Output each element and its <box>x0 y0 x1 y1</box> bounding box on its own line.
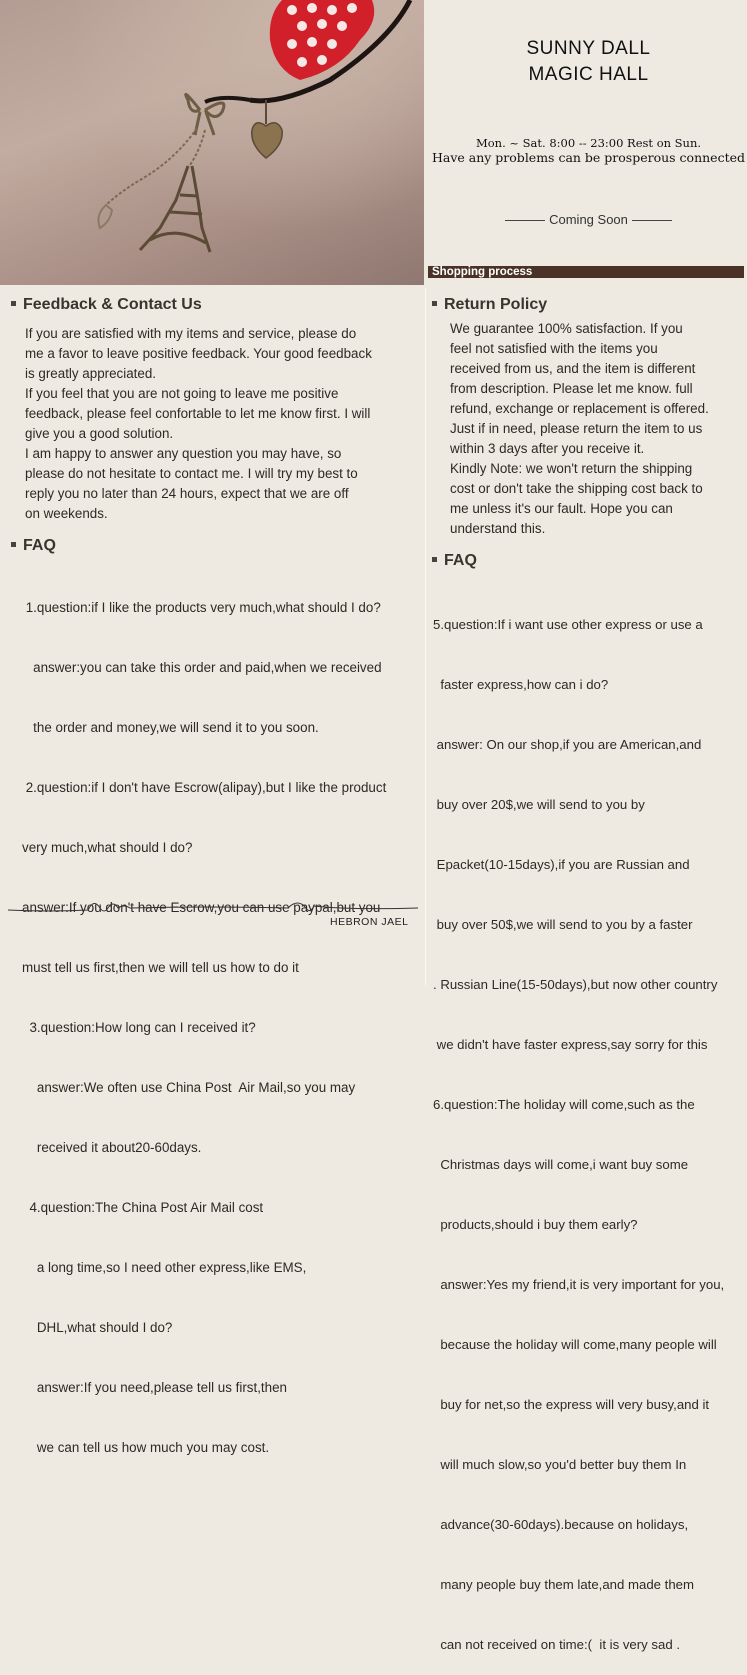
faq-line: answer:Yes my friend,it is very important for you, <box>433 1277 725 1292</box>
faq-text-right <box>433 575 724 1675</box>
faq-line: 6.question:The holiday will come,such as the <box>433 1097 695 1112</box>
divider-line <box>505 220 545 221</box>
divider-line <box>632 220 672 221</box>
faq-line: answer:If you need,please tell us first,then <box>22 1380 287 1395</box>
return-line: within 3 days after you receive it. <box>450 441 645 456</box>
feedback-line: give you a good solution. <box>25 426 174 441</box>
shopping-process-label: Shopping process <box>432 266 533 278</box>
feedback-line: reply you no later than 24 hours, expect that we are off <box>25 486 349 501</box>
faq-line: answer:If you don't have Escrow,you can use paypal,but you <box>22 900 381 915</box>
return-line: Kindly Note: we won't return the shipping <box>450 461 693 476</box>
bullet-icon <box>432 301 437 306</box>
faq-line: buy over 20$,we will send to you by <box>433 797 645 812</box>
return-line: refund, exchange or replacement is offered. <box>450 401 709 416</box>
faq-line: 3.question:How long can I received it? <box>22 1020 256 1035</box>
faq-line: 1.question:if I like the products very much,what should I do? <box>22 600 381 615</box>
brand-line-2: MAGIC HALL <box>528 64 649 85</box>
brand-line-1: SUNNY DALL <box>526 38 651 59</box>
faq-text-left <box>22 558 386 1478</box>
bullet-icon <box>11 542 16 547</box>
faq-line: many people buy them late,and made them <box>433 1577 694 1592</box>
faq-line: DHL,what should I do? <box>22 1320 173 1335</box>
return-line: understand this. <box>450 521 546 536</box>
faq-line: 5.question:If i want use other express or use a <box>433 617 703 632</box>
faq-heading-left <box>11 537 56 555</box>
faq-line: advance(30-60days).because on holidays, <box>433 1517 689 1532</box>
feedback-line: on weekends. <box>25 506 108 521</box>
feedback-line: me a favor to leave positive feedback. Your good feedback <box>25 346 372 361</box>
bullet-icon <box>11 301 16 306</box>
coming-soon-label: Coming Soon <box>549 212 628 227</box>
coming-soon <box>430 212 747 227</box>
contact-note: Have any problems can be prosperous connected <box>431 150 746 165</box>
faq-line: . Russian Line(15-50days),but now other country <box>433 977 718 992</box>
feedback-line: is greatly appreciated. <box>25 366 157 381</box>
faq-line: a long time,so I need other express,like EMS, <box>22 1260 307 1275</box>
feedback-line: please do not hesitate to contact me. I will try my best to <box>25 466 358 481</box>
bullet-icon <box>432 557 437 562</box>
column-divider <box>425 288 426 985</box>
faq-line: 4.question:The China Post Air Mail cost <box>22 1200 264 1215</box>
faq-line: answer:you can take this order and paid,when we received <box>22 660 382 675</box>
return-line: cost or don't take the shipping cost back to <box>450 481 703 496</box>
eiffel-tower-necklace-photo <box>0 0 424 285</box>
faq-line: answer: On our shop,if you are American,and <box>433 737 702 752</box>
faq-line: we didn't have faster express,say sorry for this <box>433 1037 708 1052</box>
feedback-line: I am happy to answer any question you may have, so <box>25 446 342 461</box>
feedback-line: feedback, please feel confortable to let me know first. I will <box>25 406 371 421</box>
return-policy-text <box>450 319 709 539</box>
faq-line: the order and money,we will send it to you soon. <box>22 720 319 735</box>
faq-line: buy for net,so the express will very busy,and it <box>433 1397 710 1412</box>
faq-line: Epacket(10-15days),if you are Russian and <box>433 857 690 872</box>
faq-heading-right <box>432 552 477 570</box>
return-line: We guarantee 100% satisfaction. If you <box>450 321 683 336</box>
store-brand <box>430 36 747 88</box>
feedback-line: If you feel that you are not going to leave me positive <box>25 386 339 401</box>
faq-title: FAQ <box>23 537 56 554</box>
return-line: me unless it's our fault. Hope you can <box>450 501 673 516</box>
faq-line: products,should i buy them early? <box>433 1217 638 1232</box>
return-line: from description. Please let me know. full <box>450 381 693 396</box>
feedback-text <box>25 324 372 524</box>
faq-line: 2.question:if I don't have Escrow(alipay),but I like the product <box>22 780 387 795</box>
return-line: feel not satisfied with the items you <box>450 341 658 356</box>
signature-name: HEBRON JAEL <box>330 916 409 928</box>
faq-line: will much slow,so you'd better buy them In <box>433 1457 687 1472</box>
faq-line: answer:We often use China Post Air Mail,so you may <box>22 1080 356 1095</box>
shopping-process-bar <box>428 266 744 278</box>
faq-line: must tell us first,then we will tell us how to do it <box>22 960 299 975</box>
faq-title: FAQ <box>444 552 477 569</box>
return-policy-title: Return Policy <box>444 296 548 313</box>
faq-line: Christmas days will come,i want buy some <box>433 1157 689 1172</box>
faq-line: received it about20-60days. <box>22 1140 202 1155</box>
faq-line: can not received on time:( it is very sad . <box>433 1637 681 1652</box>
feedback-title: Feedback & Contact Us <box>23 296 202 313</box>
return-line: Just if in need, please return the item to us <box>450 421 703 436</box>
product-photo <box>0 0 424 285</box>
feedback-line: If you are satisfied with my items and service, please do <box>25 326 357 341</box>
faq-line: faster express,how can i do? <box>433 677 609 692</box>
return-line: received from us, and the item is different <box>450 361 696 376</box>
return-policy-heading <box>432 296 547 314</box>
faq-line: because the holiday will come,many people will <box>433 1337 717 1352</box>
faq-line: very much,what should I do? <box>22 840 193 855</box>
store-hours: Mon. ~ Sat. 8:00 -- 23:00 Rest on Sun. <box>475 136 702 150</box>
faq-line: we can tell us how much you may cost. <box>22 1440 270 1455</box>
feedback-heading <box>11 296 202 314</box>
faq-line: buy over 50$,we will send to you by a faster <box>433 917 693 932</box>
